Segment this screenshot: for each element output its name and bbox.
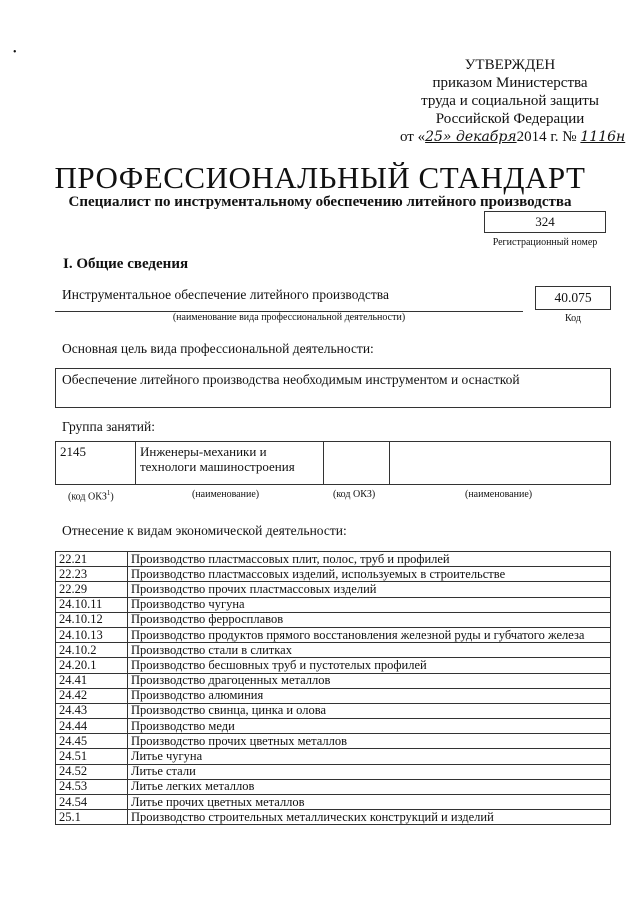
approval-date-line [400, 128, 626, 146]
okved-name: Производство строительных металлических конструкций и изделий [128, 810, 611, 825]
okved-name: Литье стали [128, 764, 611, 779]
okved-code: 24.42 [56, 688, 128, 703]
activity-code-box: 40.075 [535, 286, 611, 310]
occupation-code2-caption: (код ОКЗ) [333, 489, 376, 500]
table-row [56, 734, 611, 749]
table-row [56, 779, 611, 794]
economic-activity-table [55, 551, 611, 825]
okved-code: 24.45 [56, 734, 128, 749]
table-row [56, 673, 611, 688]
registration-number-label: Регистрационный номер [492, 237, 598, 248]
okved-code: 24.54 [56, 795, 128, 810]
activity-name: Инструментальное обеспечение литейного производства [62, 287, 389, 302]
okved-code: 24.43 [56, 703, 128, 718]
occupation-group-table [55, 441, 611, 485]
economic-activity-label: Отнесение к видам экономической деятельности: [62, 523, 347, 538]
occupation-code-2 [324, 442, 390, 485]
occupation-name-2 [390, 442, 611, 485]
okved-code: 24.41 [56, 673, 128, 688]
table-row [56, 627, 611, 642]
activity-caption: (наименование вида профессиональной деятельности) [172, 312, 406, 323]
okved-name: Производство продуктов прямого восстановления железной руды и губчатого железа [128, 627, 611, 642]
okved-name: Производство прочих цветных металлов [128, 734, 611, 749]
okved-code: 25.1 [56, 810, 128, 825]
table-row [56, 643, 611, 658]
okved-name: Производство драгоценных металлов [128, 673, 611, 688]
okved-name: Литье прочих цветных металлов [128, 795, 611, 810]
approval-line-3: труда и социальной защиты [421, 93, 599, 109]
table-row [56, 597, 611, 612]
approval-line-1: УТВЕРЖДЕН [464, 57, 556, 73]
okved-code: 24.51 [56, 749, 128, 764]
okved-name: Производство стали в слитках [128, 643, 611, 658]
okved-name: Литье легких металлов [128, 779, 611, 794]
section-title: I. Общие сведения [63, 256, 189, 272]
date-prefix: от « [400, 129, 426, 145]
table-row [56, 552, 611, 567]
occupation-name-caption: (наименование) [192, 489, 260, 500]
okved-name: Литье чугуна [128, 749, 611, 764]
okved-name: Производство чугуна [128, 597, 611, 612]
document-title: ПРОФЕССИОНАЛЬНЫЙ СТАНДАРТ [54, 160, 586, 195]
goal-box: Обеспечение литейного производства необходимым инструментом и оснасткой [55, 368, 611, 408]
table-row [56, 703, 611, 718]
approval-line-2: приказом Министерства [432, 75, 588, 91]
table-row [56, 749, 611, 764]
okved-name: Производство прочих пластмассовых изделий [128, 582, 611, 597]
table-row [56, 582, 611, 597]
okved-code: 22.23 [56, 567, 128, 582]
margin-mark: • [13, 47, 17, 58]
table-row [56, 810, 611, 825]
table-row [56, 719, 611, 734]
okved-code: 24.52 [56, 764, 128, 779]
okved-code: 24.53 [56, 779, 128, 794]
okved-name: Производство пластмассовых плит, полос, труб и профилей [128, 552, 611, 567]
okved-code: 24.20.1 [56, 658, 128, 673]
approval-block [400, 56, 626, 146]
handwritten-number: 1116н [580, 129, 626, 145]
okved-name: Производство ферросплавов [128, 612, 611, 627]
occupation-name: Инженеры-механики и технологи машиностроения [136, 442, 324, 485]
registration-number-box: 324 [484, 211, 606, 233]
table-row [56, 764, 611, 779]
okved-code: 24.44 [56, 719, 128, 734]
table-row [56, 658, 611, 673]
occupation-name2-caption: (наименование) [465, 489, 533, 500]
okved-code: 24.10.2 [56, 643, 128, 658]
handwritten-date: 25» декабря [425, 129, 517, 145]
table-row [56, 795, 611, 810]
occupation-code-caption: (код ОКЗ$^1$) [68, 489, 114, 503]
okved-name: Производство пластмассовых изделий, используемых в строительстве [128, 567, 611, 582]
okved-name: Производство алюминия [128, 688, 611, 703]
occupation-code: 2145 [56, 442, 136, 485]
okved-code: 24.10.13 [56, 627, 128, 642]
approval-line-4: Российской Федерации [435, 111, 585, 127]
document-subtitle: Специалист по инструментальному обеспечению литейного производства [68, 194, 572, 210]
okved-name: Производство бесшовных труб и пустотелых профилей [128, 658, 611, 673]
okved-code: 22.21 [56, 552, 128, 567]
date-year: 2014 г. № [516, 129, 577, 145]
okved-code: 22.29 [56, 582, 128, 597]
table-row [56, 612, 611, 627]
okved-name: Производство меди [128, 719, 611, 734]
okved-code: 24.10.11 [56, 597, 128, 612]
table-row [56, 688, 611, 703]
okved-code: 24.10.12 [56, 612, 128, 627]
table-row [56, 567, 611, 582]
goal-label: Основная цель вида профессиональной деятельности: [62, 341, 374, 356]
activity-code-label: Код [565, 313, 581, 324]
okved-name: Производство свинца, цинка и олова [128, 703, 611, 718]
occupation-group-label: Группа занятий: [62, 419, 155, 434]
